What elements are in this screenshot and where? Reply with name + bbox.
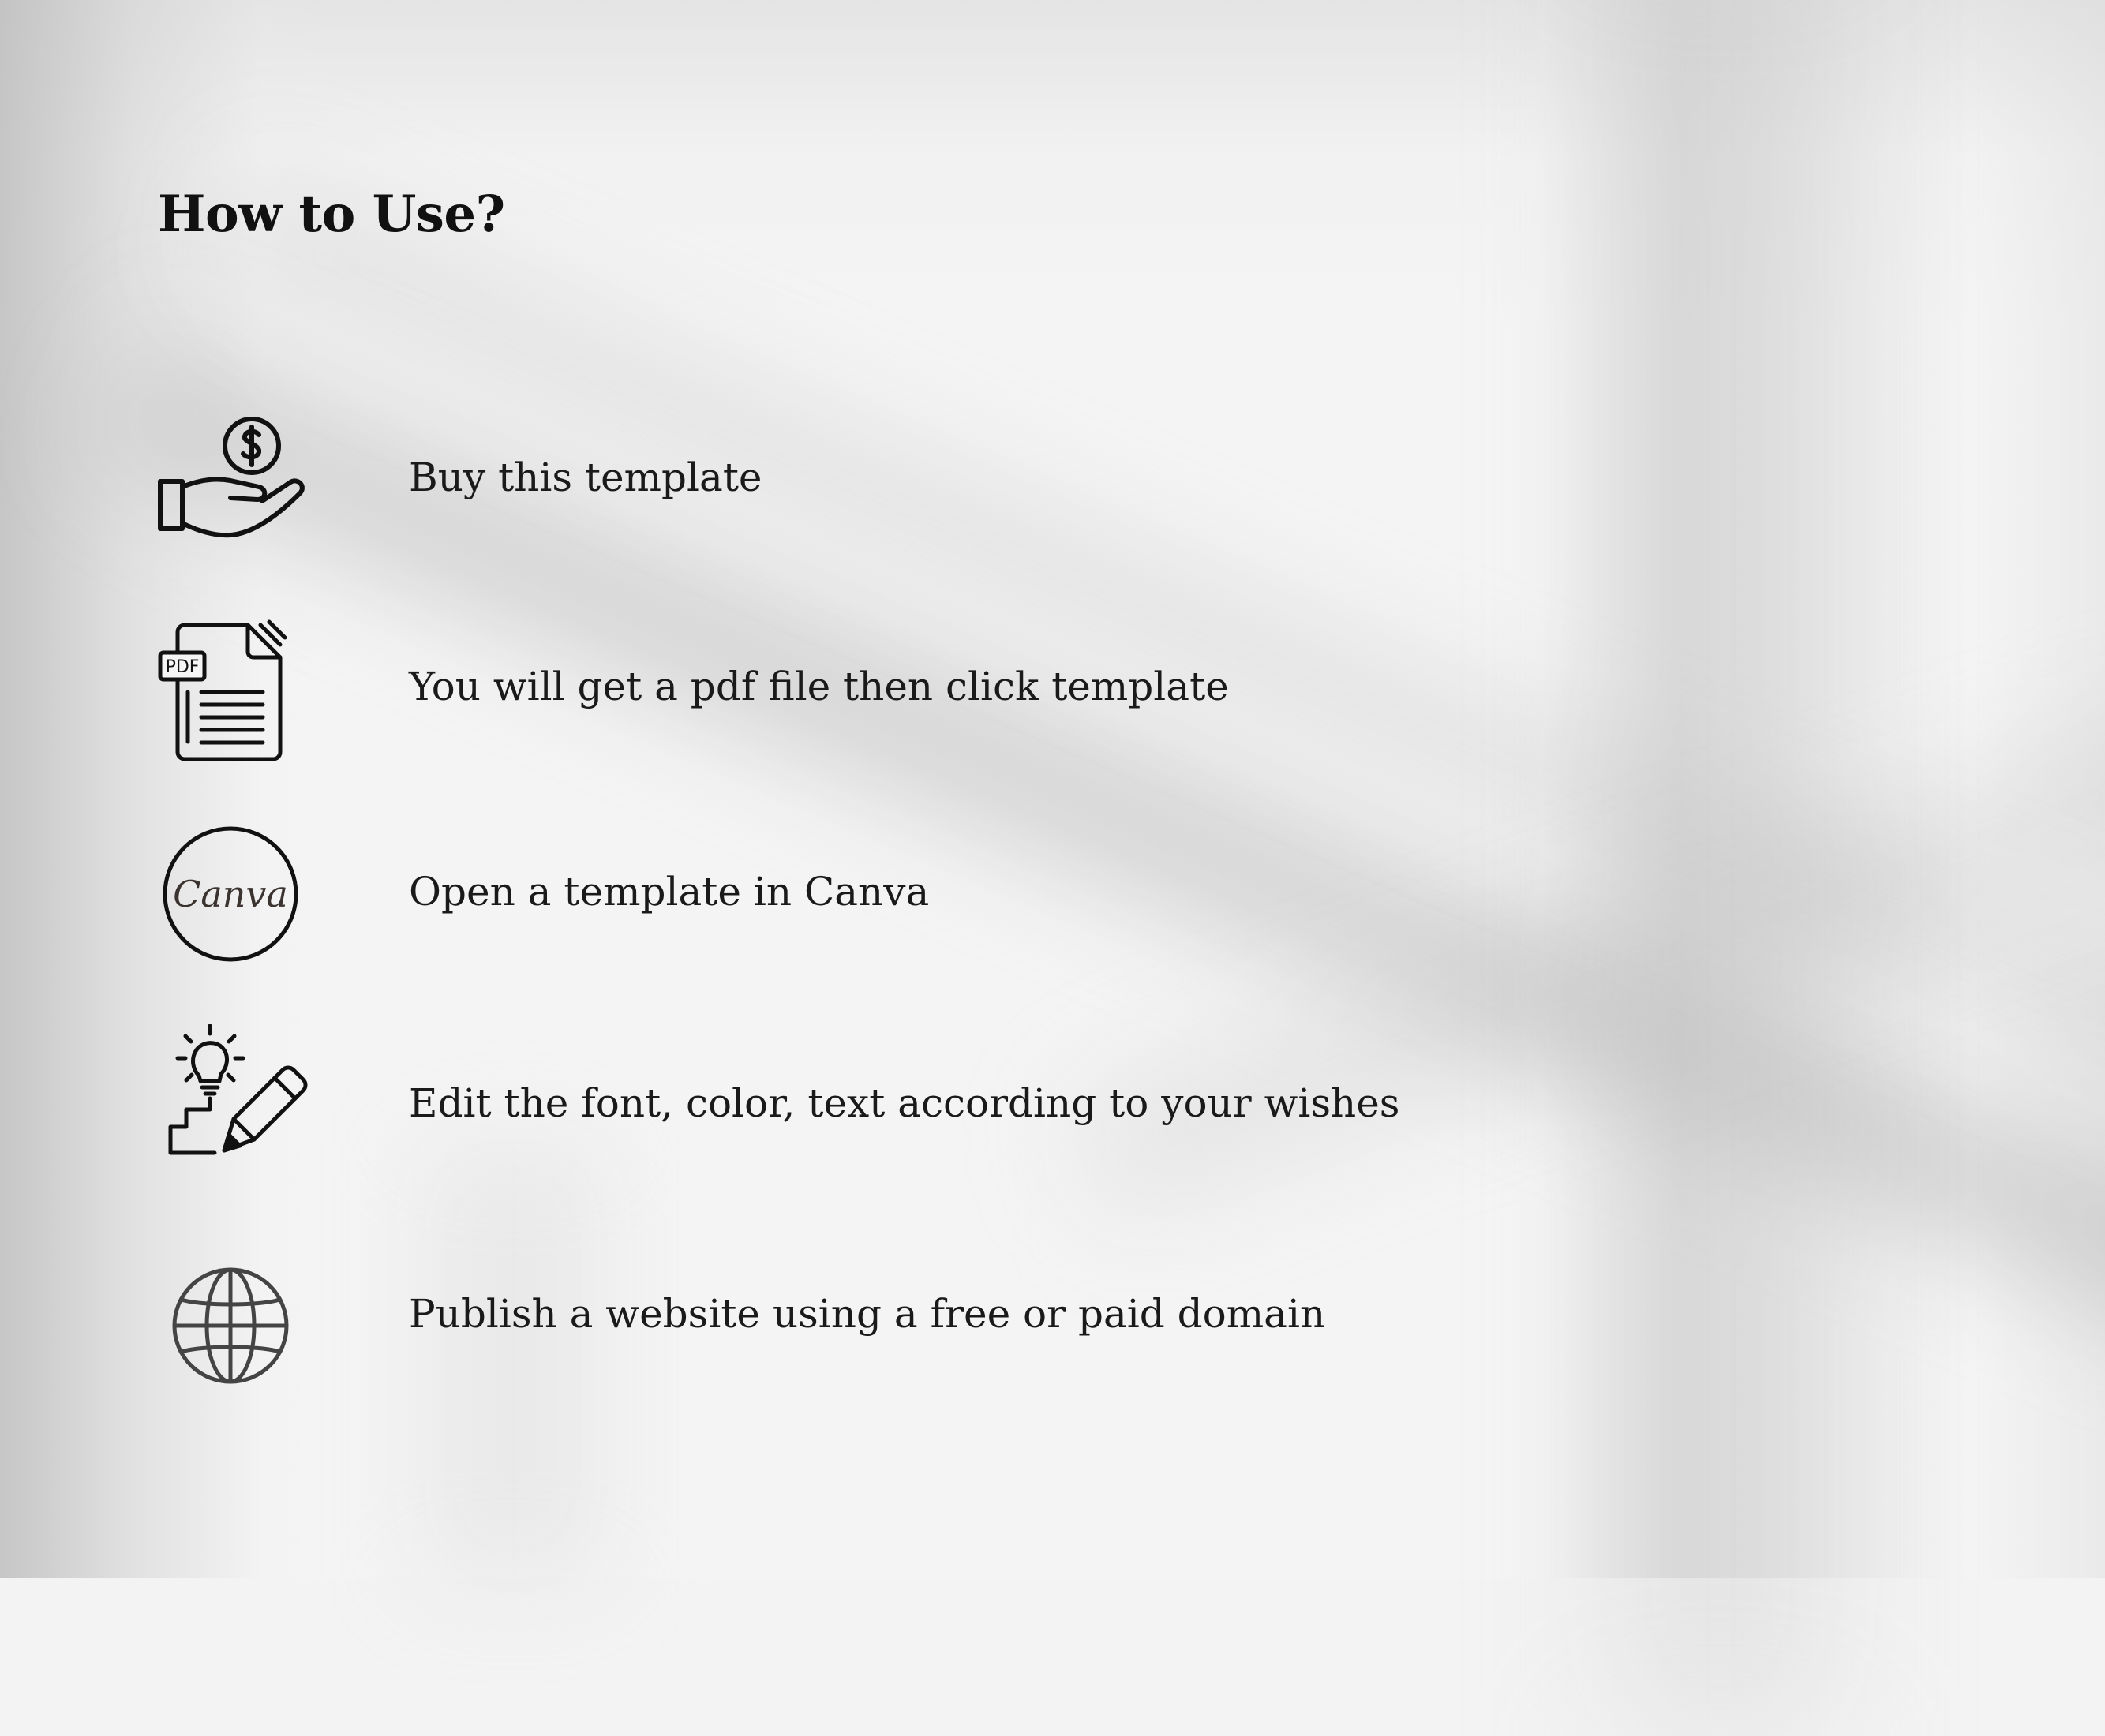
step-text: You will get a pdf file then click template (409, 664, 1229, 709)
step-text: Edit the font, color, text according to your wishes (409, 1080, 1400, 1126)
step-get-pdf (158, 608, 1579, 765)
globe-icon (158, 1235, 316, 1393)
canva-label: Canva (173, 873, 288, 915)
step-buy-template (158, 398, 1579, 556)
step-edit (158, 1024, 1579, 1182)
step-text: Buy this template (409, 455, 762, 500)
pdf-label: PDF (165, 657, 200, 677)
step-publish (158, 1235, 1579, 1393)
step-open-canva (158, 813, 1579, 971)
page-title: How to Use? (158, 185, 505, 244)
step-text: Open a template in Canva (409, 869, 930, 915)
idea-pencil-icon (158, 1024, 316, 1182)
canva-logo-icon (158, 813, 316, 971)
pdf-file-icon (158, 608, 316, 765)
step-text: Publish a website using a free or paid domain (409, 1291, 1326, 1337)
hand-dollar-icon (158, 398, 316, 556)
